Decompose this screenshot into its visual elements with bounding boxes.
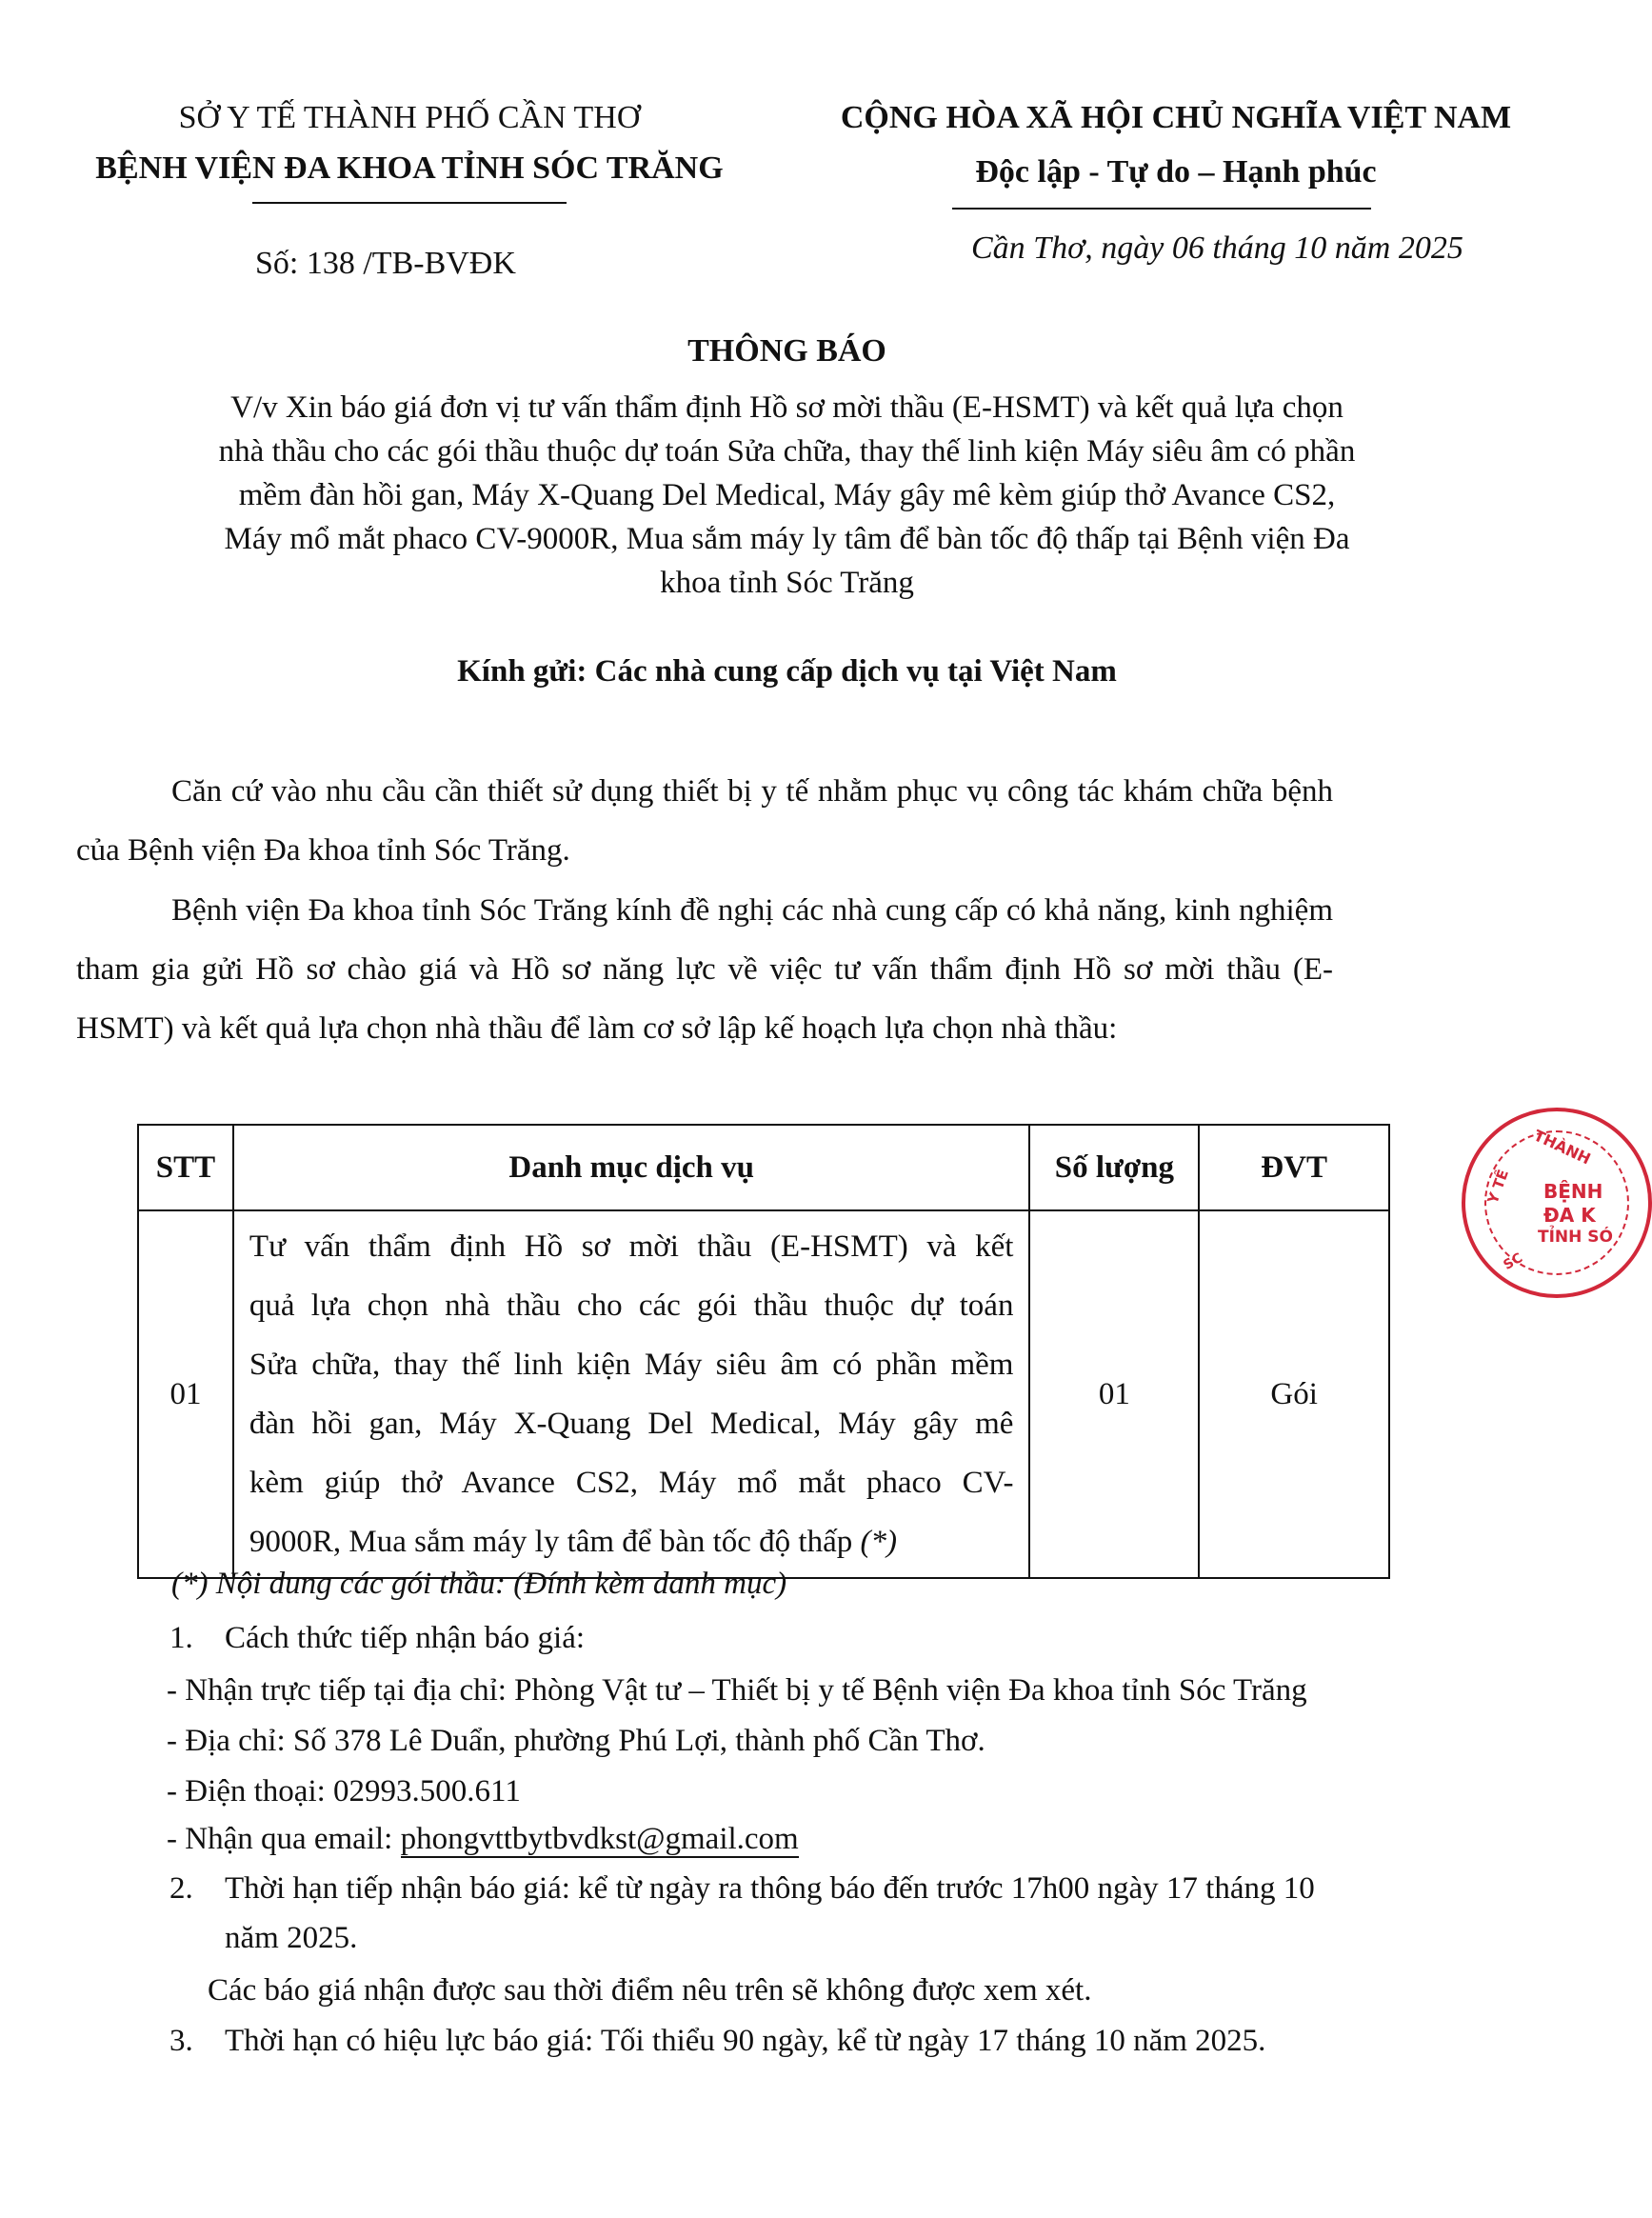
motto-underline — [952, 208, 1371, 210]
republic-title: CỘNG HÒA XÃ HỘI CHỦ NGHĨA VIỆT NAM — [840, 100, 1512, 135]
paragraph-1-text: Căn cứ vào nhu cầu cần thiết sử dụng thiết bị y tế nhằm phục vụ công tác khám chữa bệnh của Bệnh viện Đa khoa tỉnh Sóc Trăng. — [76, 774, 1333, 868]
notice-title: THÔNG BÁO — [687, 333, 886, 369]
item-2-text: Thời hạn tiếp nhận báo giá: kể từ ngày ra thông báo đến trước 17h00 ngày 17 tháng 10 — [225, 1871, 1315, 1906]
recipient-line: Kính gửi: Các nhà cung cấp dịch vụ tại Việt Nam — [457, 654, 1117, 689]
subject-line: nhà thầu cho các gói thầu thuộc dự toán Sửa chữa, thay thế linh kiện Máy siêu âm có phần — [218, 434, 1356, 469]
item-1-number: 1. — [169, 1621, 193, 1655]
services-table — [137, 1124, 1390, 1579]
item-2-note: Các báo giá nhận được sau thời điểm nêu trên sẽ không được xem xét. — [208, 1973, 1092, 2008]
detail-address: - Địa chỉ: Số 378 Lê Duẩn, phường Phú Lợi, thành phố Cần Thơ. — [167, 1724, 985, 1758]
service-line-last — [249, 1512, 1014, 1571]
hospital-underline — [252, 202, 567, 204]
subject-block — [114, 386, 1460, 605]
stamp-text-3: TỈNH SÓ — [1538, 1228, 1613, 1247]
detail-email-row — [167, 1822, 799, 1857]
table-row — [138, 1210, 1389, 1578]
footnote: (*) Nội dung các gói thầu: (Đính kèm danh mục) — [171, 1567, 787, 1601]
service-line: quả lựa chọn nhà thầu cho các gói thầu thuộc dự toán — [249, 1289, 1014, 1323]
item-3-text: Thời hạn có hiệu lực báo giá: Tối thiểu 90 ngày, kể từ ngày 17 tháng 10 năm 2025. — [225, 2024, 1266, 2058]
item-2-continued: năm 2025. — [225, 1921, 358, 1955]
cell-unit: Gói — [1199, 1210, 1389, 1578]
subject-line: mềm đàn hồi gan, Máy X-Quang Del Medical, Máy gây mê kèm giúp thở Avance CS2, — [238, 478, 1336, 512]
service-line: đàn hồi gan, Máy X-Quang Del Medical, Máy gây mê — [249, 1407, 1014, 1441]
service-mark: (*) — [860, 1525, 897, 1559]
paragraph-2-text: Bệnh viện Đa khoa tỉnh Sóc Trăng kính đề nghị các nhà cung cấp có khả năng, kinh nghiệm tham gia gửi Hồ sơ chào giá và Hồ sơ năng lực về việc tư vấn thẩm định Hồ sơ mời thầu (E-HSMT) và kết quả lựa chọn nhà thầu để làm cơ sở lập kế hoạch lựa chọn nhà thầu: — [76, 893, 1333, 1046]
item-1-text: Cách thức tiếp nhận báo giá: — [225, 1621, 586, 1655]
paragraph-2 — [76, 881, 1333, 1058]
stamp-text-1: BỆNH — [1543, 1180, 1603, 1203]
stamp-text-bottom: SC — [1501, 1249, 1525, 1274]
hospital-name: BỆNH VIỆN ĐA KHOA TỈNH SÓC TRĂNG — [95, 150, 724, 186]
service-line: Sửa chữa, thay thế linh kiện Máy siêu âm có phần mềm — [249, 1348, 1014, 1382]
stamp-text-left: Y TẾ — [1483, 1167, 1512, 1207]
red-seal-stamp — [1462, 1108, 1652, 1298]
item-2-number: 2. — [169, 1871, 193, 1906]
subject-line: Máy mổ mắt phaco CV-9000R, Mua sắm máy ly tâm để bàn tốc độ thấp tại Bệnh viện Đa — [224, 522, 1350, 556]
document-number: Số: 138 /TB-BVĐK — [255, 246, 516, 281]
department-name: SỞ Y TẾ THÀNH PHỐ CẦN THƠ — [178, 100, 641, 135]
service-line: kèm giúp thở Avance CS2, Máy mổ mắt phaco CV- — [249, 1466, 1014, 1500]
email-link[interactable]: phongvttbytbvdkst@gmail.com — [400, 1822, 799, 1856]
stamp-text-2: ĐA K — [1543, 1204, 1596, 1227]
header-stt: STT — [138, 1125, 233, 1210]
subject-line: V/v Xin báo giá đơn vị tư vấn thẩm định Hồ sơ mời thầu (E-HSMT) và kết quả lựa chọn — [230, 390, 1343, 425]
detail-email-label: - Nhận qua email: — [167, 1822, 401, 1856]
cell-service — [233, 1210, 1030, 1578]
cell-quantity: 01 — [1029, 1210, 1199, 1578]
place-date: Cần Thơ, ngày 06 tháng 10 năm 2025 — [971, 230, 1463, 266]
stamp-text-top: THÀNH — [1530, 1126, 1594, 1169]
header-quantity: Số lượng — [1029, 1125, 1199, 1210]
detail-phone: - Điện thoại: 02993.500.611 — [167, 1774, 521, 1808]
header-service: Danh mục dịch vụ — [233, 1125, 1030, 1210]
table-header-row — [138, 1125, 1389, 1210]
national-motto: Độc lập - Tự do – Hạnh phúc — [975, 154, 1377, 190]
paragraph-1 — [76, 762, 1333, 880]
cell-stt: 01 — [138, 1210, 233, 1578]
header-unit: ĐVT — [1199, 1125, 1389, 1210]
subject-line: khoa tỉnh Sóc Trăng — [660, 566, 914, 600]
item-3-number: 3. — [169, 2024, 193, 2058]
service-last-text: 9000R, Mua sắm máy ly tâm để bàn tốc độ thấp — [249, 1525, 853, 1559]
service-line: Tư vấn thẩm định Hồ sơ mời thầu (E-HSMT) và kết — [249, 1229, 1014, 1264]
detail-direct: - Nhận trực tiếp tại địa chỉ: Phòng Vật tư – Thiết bị y tế Bệnh viện Đa khoa tỉnh Sóc Trăng — [167, 1673, 1307, 1708]
